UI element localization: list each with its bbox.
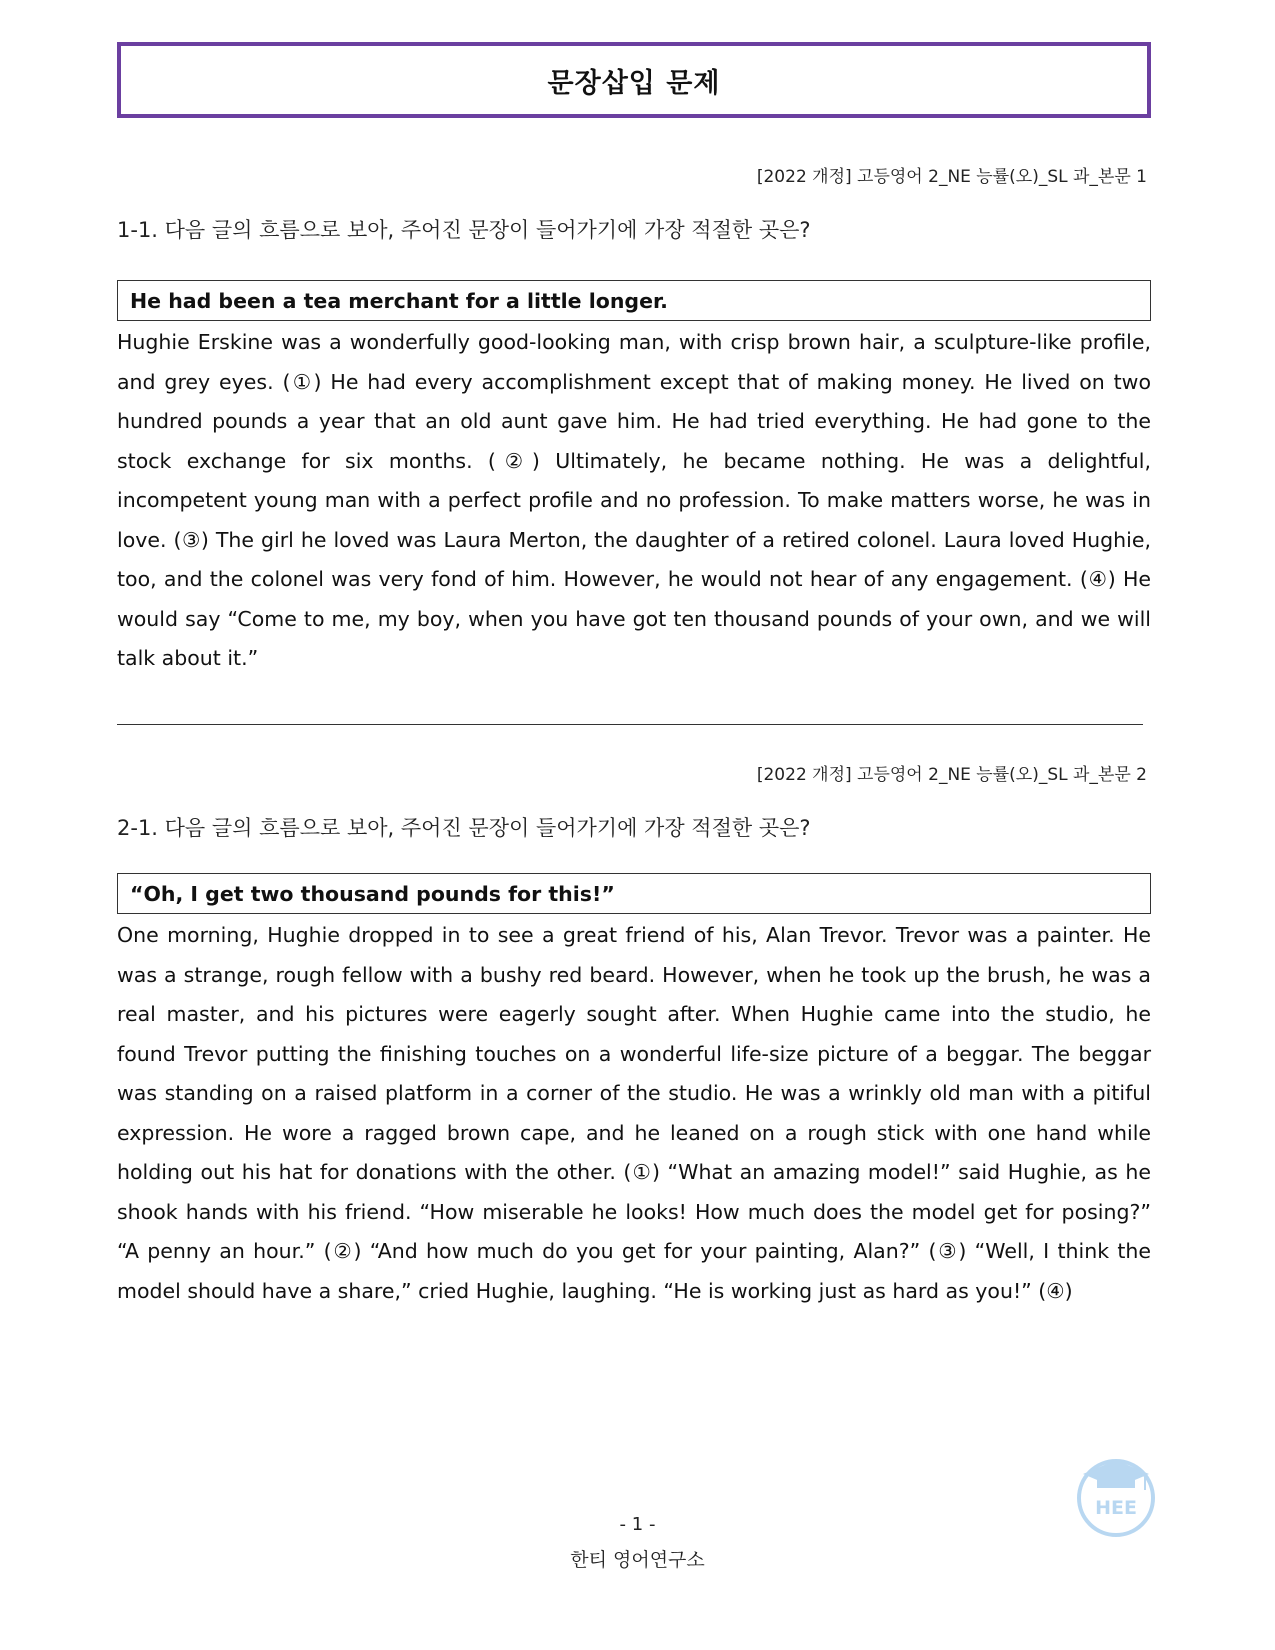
passage-1: Hughie Erskine was a wonderfully good-looking man, with crisp brown hair, a sculpture-like profile, and grey eyes. (①) He had every accomplishment except that of making money. He lived on two hundred pounds a year that an old aunt gave him. He had tried everything. He had gone to the stock exchange for six months. (②) Ultimately, he became nothing. He was a delightful, incompetent young man with a perfect profile and no profession. To make matters worse, he was in love. (③) The girl he loved was Laura Merton, the daughter of a retired colonel. Laura loved Hughie, too, and the colonel was very fond of him. However, he would not hear of any engagement. (④) He would say “Come to me, my boy, when you have got ten thousand pounds of your own, and we will talk about it.”: [117, 330, 1151, 670]
hee-logo-icon: [1073, 1452, 1159, 1538]
passage-2: One morning, Hughie dropped in to see a great friend of his, Alan Trevor. Trevor was a painter. He was a strange, rough fellow with a bushy red beard. However, when he took up the brush, he was a real master, and his pictures were eagerly sought after. When Hughie came into the studio, he found Trevor putting the finishing touches on a wonderful life-size picture of a beggar. The beggar was standing on a raised platform in a corner of the studio. He was a wrinkly old man with a pitiful expression. He wore a ragged brown cape, and he leaned on a rough stick with one hand while holding out his hat for donations with the other. (①) “What an amazing model!” said Hughie, as he shook hands with his friend. “How miserable he looks! How much does the model get for posing?” “A penny an hour.” (②) “And how much do you get for your painting, Alan?” (③) “Well, I think the model should have a share,” cried Hughie, laughing. “He is working just as hard as you!” (④): [117, 923, 1151, 1303]
logo-text: HEE: [1095, 1497, 1137, 1519]
source-label-2: [2022 개정] 고등영어 2_NE 능률(오)_SL 과_본문 2: [756, 765, 1147, 785]
footer-organization: 한티 영어연구소: [570, 1549, 705, 1571]
given-sentence-box-2: [117, 873, 1151, 914]
given-sentence-2: “Oh, I get two thousand pounds for this!”: [130, 881, 615, 906]
given-sentence-1: He had been a tea merchant for a little longer.: [130, 288, 668, 313]
title-box: [117, 42, 1151, 118]
question-2: 2-1. 다음 글의 흐름으로 보아, 주어진 문장이 들어가기에 가장 적절한 곳은?: [117, 816, 811, 840]
question-1: 1-1. 다음 글의 흐름으로 보아, 주어진 문장이 들어가기에 가장 적절한 곳은?: [117, 218, 811, 242]
page-number: - 1 -: [619, 1514, 656, 1535]
given-sentence-box-1: [117, 280, 1151, 321]
section-divider: [117, 724, 1143, 725]
source-label-1: [2022 개정] 고등영어 2_NE 능률(오)_SL 과_본문 1: [756, 167, 1147, 187]
page-title: 문장삽입 문제: [547, 67, 721, 99]
